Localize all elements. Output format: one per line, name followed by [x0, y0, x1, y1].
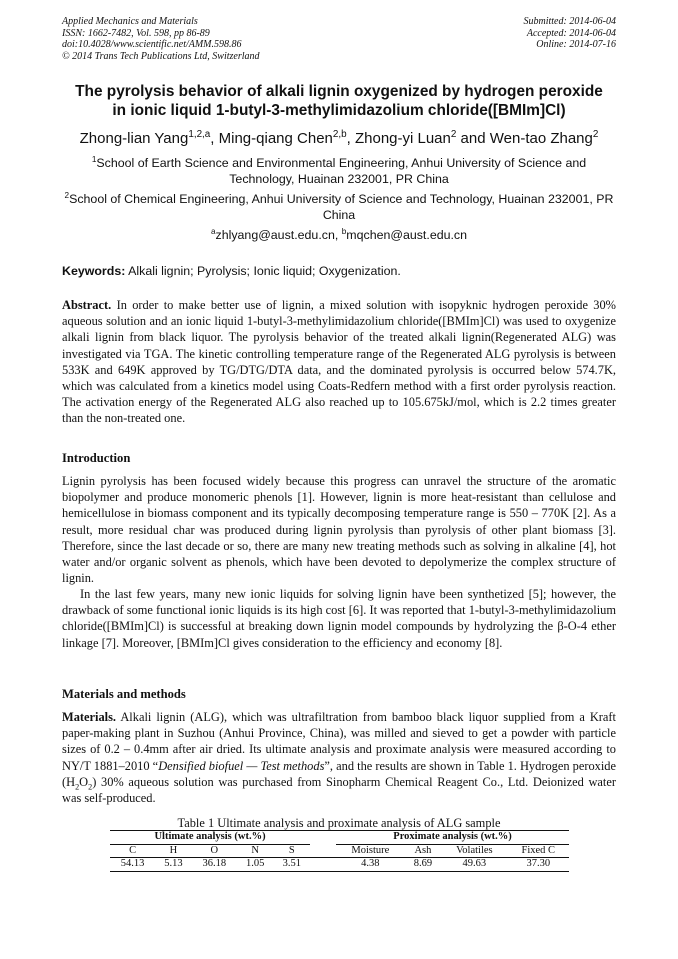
table-cell: 37.30 [508, 858, 569, 872]
author-name: Wen-tao Zhang [489, 130, 593, 147]
analysis-table [110, 830, 569, 872]
keywords-text: Alkali lignin; Pyrolysis; Ionic liquid; Oxygenization. [128, 264, 401, 278]
section-heading-materials: Materials and methods [62, 687, 186, 701]
affiliation-text: School of Chemical Engineering, Anhui University of Science and Technology, Huainan 232001, PR China [69, 192, 614, 222]
table-col-header: Volatiles [441, 844, 507, 858]
table-col-header: Moisture [336, 844, 405, 858]
keywords [62, 263, 616, 279]
title-line-2: in ionic liquid 1-butyl-3-methylimidazolium chloride([BMIm]Cl) [112, 102, 566, 119]
table-cell: 54.13 [110, 858, 155, 872]
materials-standard-title: Densified biofuel — Test methods [158, 758, 325, 773]
date-submitted: Submitted: 2014-06-04 [523, 16, 616, 27]
introduction-paragraph-2: In the last few years, many new ionic liquids for solving lignin have been synthetized [5]; however, the drawback of some functional ionic liquids is its high cost [6]. It was reported that 1-butyl-3-methylimidazolium chloride([BMIm]Cl) is successful at breaking down lignin model compounds by hydrolyzing the β-O-4 ether linkage [7]. Moreover, [BMIm]Cl gives consideration to the efficiency and economy [8]. [62, 587, 616, 650]
journal-issn: ISSN: 1662-7482, Vol. 598, pp 86-89 [62, 27, 210, 39]
table-col-header: Ash [405, 844, 442, 858]
table-col-header: C [110, 844, 155, 858]
author-name: Zhong-yi Luan [354, 130, 451, 147]
materials-subscript: 2 [88, 782, 93, 792]
table-cell: 8.69 [405, 858, 442, 872]
email-link[interactable]: zhlyang@aust.edu.cn [215, 228, 335, 242]
table-group-row [110, 831, 569, 845]
table-cell: 3.51 [274, 858, 311, 872]
email-line: $^a$zhlyang@aust.edu.cn, $^b$mqchen@aust.edu.cn [210, 226, 468, 242]
table-group-ultimate: Ultimate analysis (wt.%) [110, 831, 310, 845]
author-affil-sup: 2,b [332, 129, 347, 140]
table-col-header: N [237, 844, 274, 858]
author-name: Ming-qiang Chen [218, 130, 333, 147]
table-caption: Table 1 Ultimate analysis and proximate analysis of ALG sample [177, 816, 501, 830]
section-heading-introduction: Introduction [62, 451, 131, 465]
dates-header [524, 16, 617, 51]
materials-label: Materials. [62, 710, 117, 724]
table-gap [310, 844, 336, 858]
table-cell: 36.18 [192, 858, 237, 872]
materials-text-a: Alkali lignin (ALG), which was ultrafiltration from bamboo black liquor supplied from a Kraft paper-making plant in Suzhou (Anhui Province, China), was milled and sieved to get a powder with particle sizes of 0.2 – 0.4mm after air dried. Its ultimate analysis and proximate analysis were measured according to NY/T 1881–2010 “ [62, 710, 617, 773]
table-group-proximate: Proximate analysis (wt.%) [336, 831, 569, 845]
author-separator: , [210, 130, 219, 147]
author-name: Zhong-lian Yang [79, 130, 189, 147]
author-list [62, 129, 616, 148]
abstract-text: In order to make better use of lignin, a mixed solution with isopyknic hydrogen peroxide 30% aqueous solution and an ionic liquid 1-butyl-3-methylimidazolium chloride([BMIm]Cl) was used to oxygenize alkali lignin from black liquor. The pyrolysis behavior of the treated alkali lignin(Regenerated ALG) was investigated via TGA. The kinetic controlling temperature range of the Regenerated ALG pyrolysis is between 533K and 649K approved by TG/DTG/DTA data, and the dominated pyrolysis is occurred below 574.7K, which was calculated from a kinetics model using Coats-Redfern method with a first order pyrolysis reaction. The activation energy of the Regenerated ALG also reached up to 105.675kJ/mol, which is 2.2 times greater than the non-treated one. [62, 298, 616, 426]
table-header-row [110, 844, 569, 858]
email-link[interactable]: mqchen@aust.edu.cn [346, 228, 468, 242]
paper-title [62, 82, 616, 120]
journal-copyright: © 2014 Trans Tech Publications Ltd, Switzerland [62, 50, 260, 62]
journal-header [62, 16, 260, 62]
keywords-label: Keywords: [62, 264, 126, 278]
author-affil-sup: 2 [592, 129, 599, 140]
table-cell: 1.05 [237, 858, 274, 872]
date-accepted: Accepted: 2014-06-04 [526, 27, 616, 39]
abstract-label: Abstract. [62, 298, 112, 312]
affiliation-2 [62, 191, 616, 223]
author-separator: , [346, 130, 355, 147]
table-gap [310, 858, 336, 872]
journal-name: Applied Mechanics and Materials [62, 16, 198, 27]
table-cell: 4.38 [336, 858, 405, 872]
materials-text-c: O [79, 774, 89, 789]
materials-subscript: 2 [75, 782, 80, 792]
title-line-1: The pyrolysis behavior of alkali lignin oxygenized by hydrogen peroxide [75, 83, 603, 100]
table-cell: 49.63 [441, 858, 507, 872]
table-col-header: O [192, 844, 237, 858]
affiliation-sup: 1 [91, 154, 97, 164]
table-cell: 5.13 [155, 858, 192, 872]
materials-paragraph [62, 709, 616, 806]
abstract [62, 297, 616, 427]
table-col-header: S [274, 844, 311, 858]
author-affil-sup: 1,2,a [188, 129, 211, 140]
email-sup: b [341, 226, 347, 236]
table-col-header: H [155, 844, 192, 858]
table-row [110, 858, 569, 872]
materials-text-d: ) 30% aqueous solution was purchased from Sinopharm Chemical Reagent Co., Ltd. Deionized water was self-produced. [62, 774, 616, 806]
introduction-paragraph-1: Lignin pyrolysis has been focused widely because this progress can unravel the structure of the aromatic biopolymer and produce monomeric phenols [1]. However, lignin is more heat-resistant than cellulose and hemicellulose in biomass component and its typically decomposing temperature range is 550 – 770K [2]. As a result, more residual char was produced during lignin pyrolysis than pyrolysis of other plant biomass [3]. Therefore, since the last decade or so, there are many new treating methods such as solving in alkaline [4], hot water and/or organic solvent as phenols, which have been devoted to depolymerize the complex structure of lignin. [62, 474, 616, 586]
email-sup: a [210, 226, 216, 236]
journal-doi: doi:10.4028/www.scientific.net/AMM.598.86 [62, 39, 242, 50]
author-affil-sup: 2 [450, 129, 457, 140]
author-separator: and [456, 130, 490, 147]
materials-text-b: ”, and the results are shown in Table 1. Hydrogen peroxide (H [62, 758, 616, 789]
affiliation-sup: 2 [64, 190, 70, 200]
affiliation-text: School of Earth Science and Environmental Engineering, Anhui University of Science and Technology, Huainan 232001, PR China [96, 156, 587, 186]
table-col-header: Fixed C [508, 844, 569, 858]
date-online: Online: 2014-07-16 [536, 39, 616, 50]
table-gap [310, 831, 336, 845]
affiliation-1 [62, 155, 616, 187]
